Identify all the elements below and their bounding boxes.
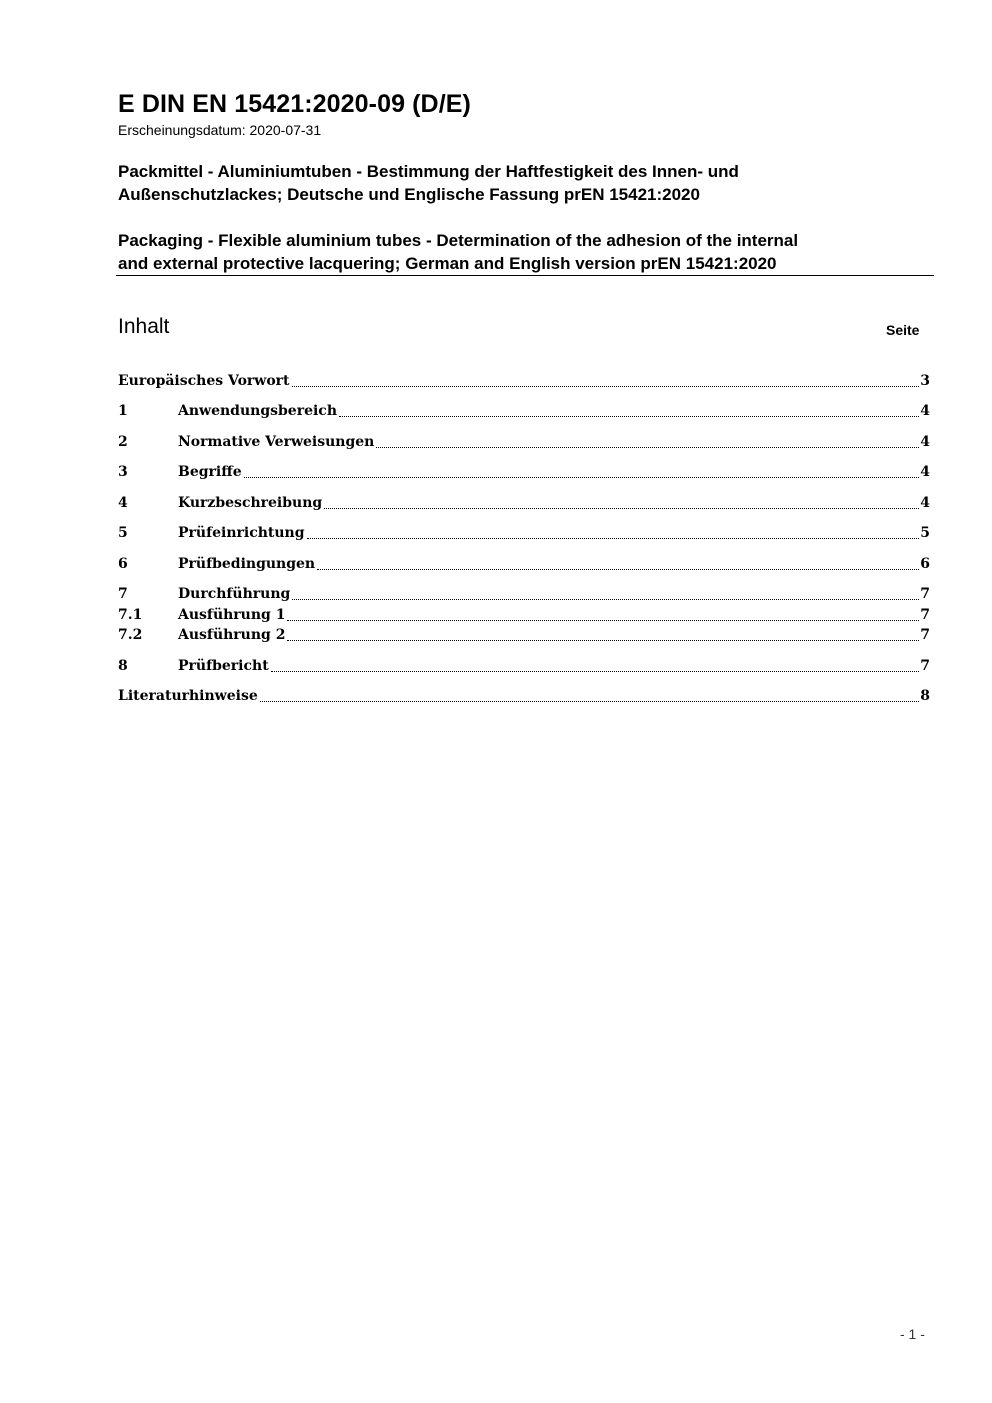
toc-entry-number: 8 <box>118 658 128 674</box>
toc-leader-dots <box>317 569 919 570</box>
toc-leader-dots <box>324 508 919 509</box>
toc-entry-page: 4 <box>920 403 930 419</box>
toc-entry-7-1[interactable] <box>118 607 930 625</box>
toc-entry-4[interactable] <box>118 495 930 513</box>
toc-entry-title: Durchführung <box>178 586 291 602</box>
toc-entry-page: 6 <box>920 556 930 572</box>
toc-entry-page: 3 <box>920 373 930 389</box>
toc-leader-dots <box>287 620 919 621</box>
toc-entry-page: 5 <box>920 525 930 541</box>
toc-entry-5[interactable] <box>118 525 930 543</box>
title-english-line: and external protective lacquering; German and English version prEN 15421:2020 <box>118 254 777 273</box>
toc-entry-page: 7 <box>920 627 930 643</box>
toc-entry-title: Prüfbedingungen <box>178 556 316 572</box>
toc-entry-1[interactable] <box>118 403 930 421</box>
toc-entry-title: Prüfeinrichtung <box>178 525 305 541</box>
toc-entry-page: 4 <box>920 434 930 450</box>
toc-entry-europaisches-vorwort[interactable] <box>118 373 930 391</box>
toc-leader-dots <box>287 640 919 641</box>
title-german-line: Packmittel - Aluminiumtuben - Bestimmung der Haftfestigkeit des Innen- und <box>118 162 739 181</box>
toc-leader-dots <box>307 538 920 539</box>
title-divider <box>116 275 934 276</box>
toc-leader-dots <box>376 447 919 448</box>
title-german-line: Außenschutzlackes; Deutsche und Englische Fassung prEN 15421:2020 <box>118 185 700 204</box>
toc-entry-literaturhinweise[interactable] <box>118 688 930 706</box>
toc-entry-number: 7 <box>118 586 128 602</box>
toc-page-column-label: Seite <box>886 322 920 338</box>
toc-entry-title: Literaturhinweise <box>118 688 258 704</box>
toc-entry-3[interactable] <box>118 464 930 482</box>
toc-leader-dots <box>292 599 919 600</box>
toc-entry-page: 7 <box>920 658 930 674</box>
toc-entry-number: 7.2 <box>118 627 143 643</box>
toc-leader-dots <box>244 477 920 478</box>
toc-entry-page: 4 <box>920 464 930 480</box>
title-german <box>118 160 938 206</box>
document-id: E DIN EN 15421:2020-09 (D/E) <box>118 90 471 118</box>
toc-leader-dots <box>271 671 920 672</box>
title-english <box>118 229 938 275</box>
toc-entry-number: 5 <box>118 525 128 541</box>
toc-entry-number: 4 <box>118 495 128 511</box>
toc-entry-7-2[interactable] <box>118 627 930 645</box>
toc-entry-title: Normative Verweisungen <box>178 434 375 450</box>
toc-leader-dots <box>260 701 920 702</box>
toc-entry-number: 1 <box>118 403 128 419</box>
toc-entry-number: 6 <box>118 556 128 572</box>
publication-date: Erscheinungsdatum: 2020-07-31 <box>118 122 322 138</box>
toc-leader-dots <box>339 416 919 417</box>
title-english-line: Packaging - Flexible aluminium tubes - Determination of the adhesion of the internal <box>118 231 799 250</box>
toc-entry-title: Kurzbeschreibung <box>178 495 323 511</box>
toc-entry-number: 7.1 <box>118 607 143 623</box>
toc-entry-number: 3 <box>118 464 128 480</box>
toc-entry-8[interactable] <box>118 658 930 676</box>
toc-entry-title: Begriffe <box>178 464 242 480</box>
toc-entry-number: 2 <box>118 434 128 450</box>
toc-entry-2[interactable] <box>118 434 930 452</box>
toc-leader-dots <box>292 386 920 387</box>
toc-entry-title: Europäisches Vorwort <box>118 373 290 389</box>
toc-entry-page: 7 <box>920 607 930 623</box>
toc-entry-6[interactable] <box>118 556 930 574</box>
toc-entry-7[interactable] <box>118 586 930 604</box>
toc-entry-title: Ausführung 2 <box>178 627 286 643</box>
toc-entry-page: 4 <box>920 495 930 511</box>
toc-heading: Inhalt <box>118 315 170 338</box>
toc-entry-page: 8 <box>920 688 930 704</box>
toc-entry-title: Anwendungsbereich <box>178 403 337 419</box>
toc-entry-title: Prüfbericht <box>178 658 269 674</box>
toc-entry-page: 7 <box>920 586 930 602</box>
toc-entry-title: Ausführung 1 <box>178 607 286 623</box>
page-number: - 1 - <box>900 1326 925 1342</box>
